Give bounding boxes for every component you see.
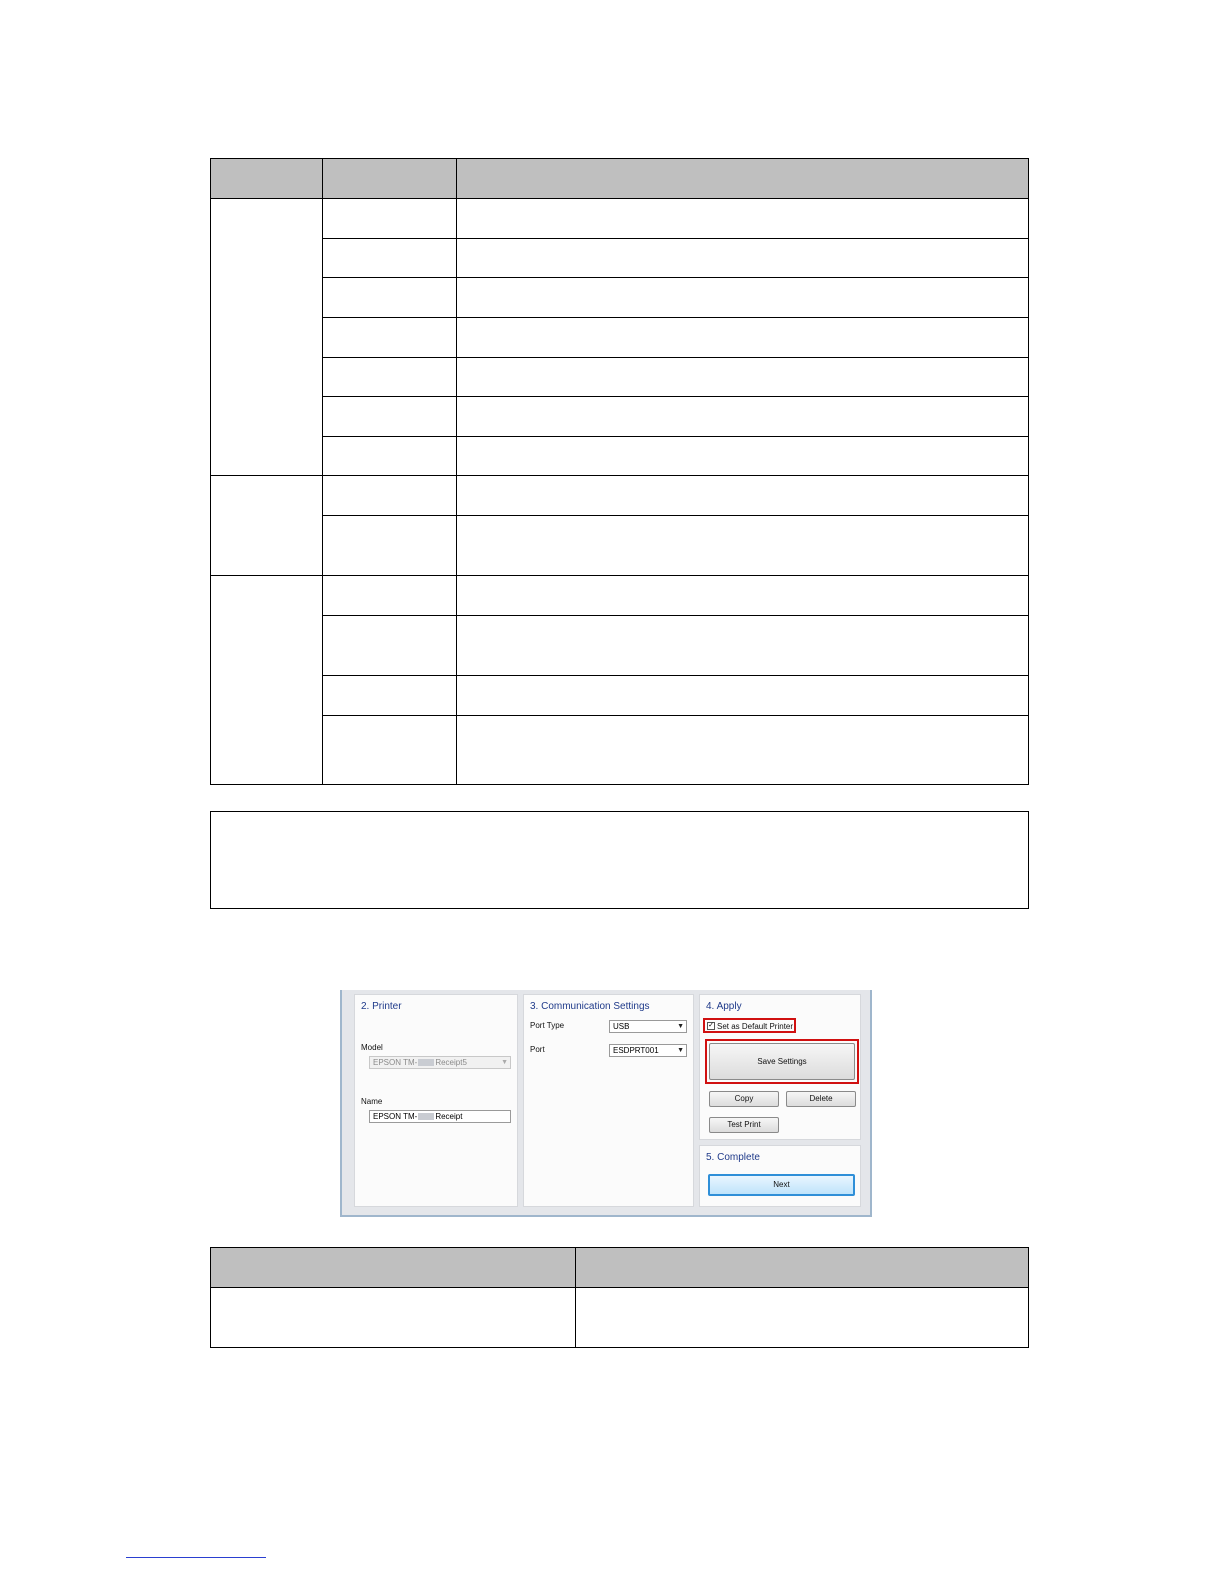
chevron-down-icon: ▼	[677, 1047, 684, 1054]
chevron-down-icon: ▼	[677, 1023, 684, 1030]
chevron-down-icon: ▼	[501, 1059, 508, 1066]
model-suffix: Receipt5	[435, 1058, 467, 1067]
settings-table	[210, 158, 1029, 785]
port-type-label: Port Type	[530, 1021, 565, 1030]
port-type-value: USB	[613, 1022, 630, 1031]
complete-panel-title: 5. Complete	[706, 1152, 760, 1163]
apply-panel-title: 4. Apply	[706, 1001, 742, 1012]
result-table-header	[211, 1248, 1028, 1287]
table-divider	[322, 158, 323, 785]
table-row-line	[322, 317, 1029, 318]
name-input[interactable]	[369, 1110, 511, 1123]
table-row-line	[322, 515, 1029, 516]
table-row-line	[210, 475, 1029, 476]
redacted-name	[418, 1113, 434, 1120]
check-icon: ✓	[708, 1022, 714, 1029]
default-printer-label[interactable]: Set as Default Printer	[717, 1022, 794, 1031]
settings-table-header	[211, 159, 1028, 198]
model-select[interactable]	[369, 1056, 511, 1069]
test-print-button[interactable]: Test Print	[709, 1117, 779, 1133]
port-select[interactable]	[609, 1044, 687, 1057]
model-label: Model	[361, 1043, 383, 1052]
redacted-model	[418, 1059, 434, 1066]
save-settings-button[interactable]: Save Settings	[709, 1043, 855, 1080]
table-row-line	[322, 396, 1029, 397]
footer-link[interactable]	[126, 1557, 266, 1558]
table-row-line	[322, 357, 1029, 358]
communication-panel	[523, 994, 694, 1207]
name-prefix: EPSON TM-	[373, 1112, 418, 1121]
table-divider	[456, 158, 457, 785]
complete-panel	[699, 1145, 861, 1207]
table-row-line	[322, 715, 1029, 716]
table-row-line	[322, 277, 1029, 278]
table-row-line	[322, 615, 1029, 616]
port-type-select[interactable]	[609, 1020, 687, 1033]
name-suffix: Receipt	[435, 1112, 463, 1121]
printer-panel-title: 2. Printer	[361, 1001, 402, 1012]
next-button[interactable]: Next	[708, 1174, 855, 1196]
note-box	[210, 811, 1029, 909]
printer-panel	[354, 994, 518, 1207]
copy-button[interactable]: Copy	[709, 1091, 779, 1107]
table-row-line	[210, 198, 1029, 199]
table-row-line	[322, 436, 1029, 437]
table-row-line	[322, 675, 1029, 676]
apply-panel	[699, 994, 861, 1140]
table-row-line	[322, 238, 1029, 239]
default-printer-checkbox[interactable]	[707, 1022, 715, 1030]
table-row-line	[210, 575, 1029, 576]
delete-button[interactable]: Delete	[786, 1091, 856, 1107]
port-label: Port	[530, 1045, 545, 1054]
name-label: Name	[361, 1097, 383, 1106]
table-divider	[575, 1247, 576, 1348]
communication-panel-title: 3. Communication Settings	[530, 1001, 650, 1012]
printer-setup-screenshot	[340, 990, 872, 1217]
model-prefix: EPSON TM-	[373, 1058, 418, 1067]
port-value: ESDPRT001	[613, 1046, 659, 1055]
table-row-line	[210, 1287, 1029, 1288]
